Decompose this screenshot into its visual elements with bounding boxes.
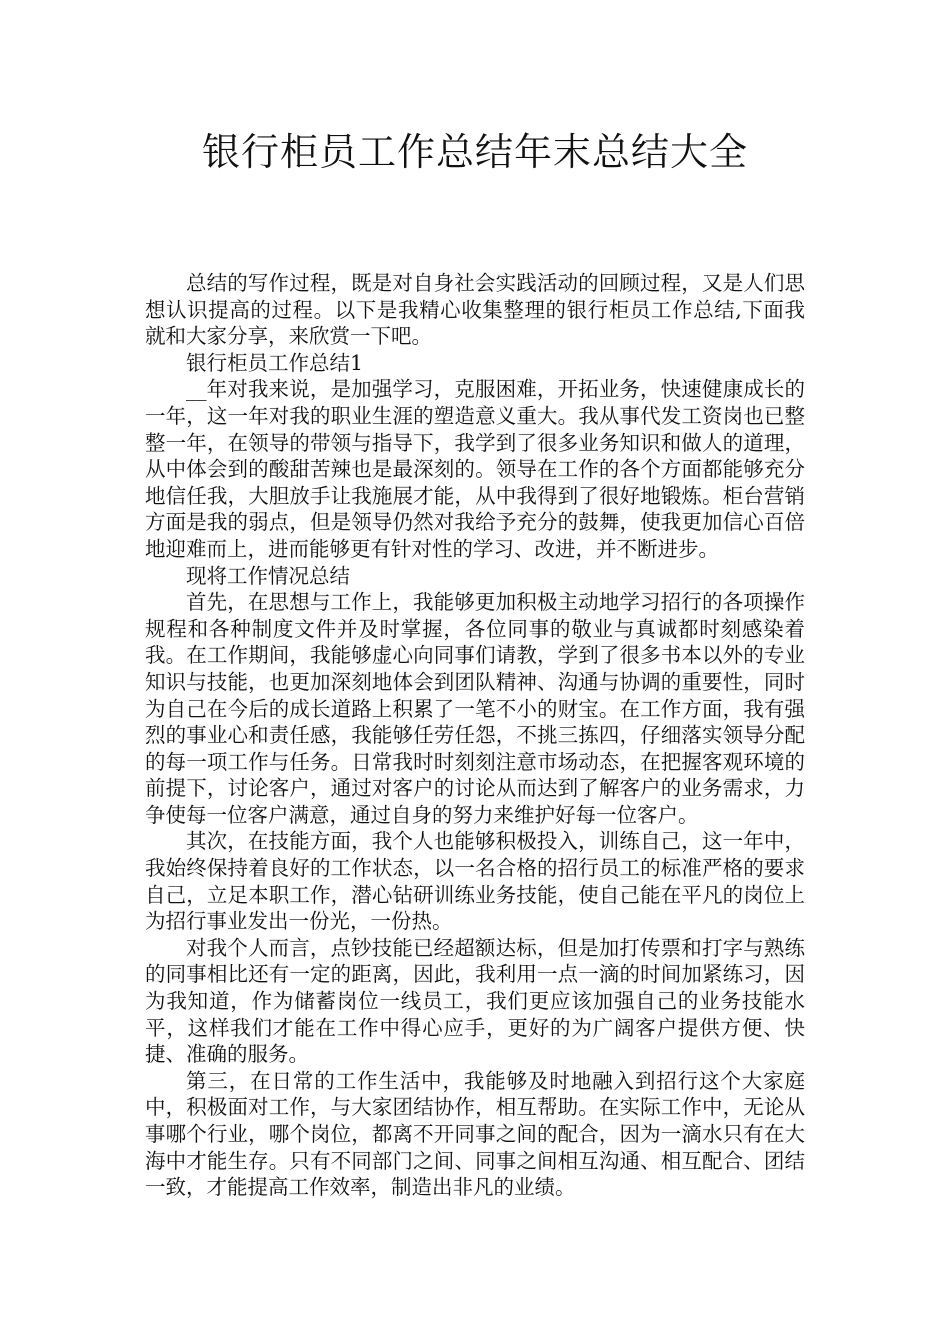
paragraph: 对我个人而言，点钞技能已经超额达标，但是加打传票和打字与熟练的同事相比还有一定的距离，因此，我利用一点一滴的时间加紧练习，因为我知道，作为储蓄岗位一线员工，我们更应该加强自己的业务技能水平，这样我们才能在工作中得心应手，更好的为广阔客户提供方便、快捷、准确的服务。 xyxy=(145,935,805,1067)
section-heading: 银行柜员工作总结1 xyxy=(186,350,364,375)
document-title: 银行柜员工作总结年末总结大全 xyxy=(201,130,748,174)
document-body xyxy=(145,270,805,1201)
paragraph: 第三，在日常的工作生活中，我能够及时地融入到招行这个大家庭中，积极面对工作，与大家团结协作，相互帮助。在实际工作中，无论从事哪个行业，哪个岗位，都离不开同事之间的配合，因为一滴水只有在大海中才能生存。只有不同部门之间、同事之间相互沟通、相互配合、团结一致，才能提高工作效率，制造出非凡的业绩。 xyxy=(145,1068,805,1200)
paragraph: 首先，在思想与工作上，我能够更加积极主动地学习招行的各项操作规程和各种制度文件并及时掌握，各位同事的敬业与真诚都时刻感染着我。在工作期间，我能够虚心向同事们请教，学到了很多书本以外的专业知识与技能，也更加深刻地体会到团队精神、沟通与协调的重要性，同时为自己在今后的成长道路上积累了一笔不小的财宝。在工作方面，我有强烈的事业心和责任感，我能够任劳任怨，不挑三拣四，仔细落实领导分配的每一项工作与任务。日常我时时刻刻注意市场动态，在把握客观环境的前提下，讨论客户，通过对客户的讨论从而达到了解客户的业务需求，力争使每一位客户满意，通过自身的努力来维护好每一位客户。 xyxy=(145,590,805,827)
paragraph: __年对我来说，是加强学习，克服困难，开拓业务，快速健康成长的一年，这一年对我的职业生涯的塑造意义重大。我从事代发工资岗也已整整一年，在领导的带领与指导下，我学到了很多业务知识和做人的道理，从中体会到的酸甜苦辣也是最深刻的。领导在工作的各个方面都能够充分地信任我，大胆放手让我施展才能，从中我得到了很好地锻炼。柜台营销方面是我的弱点，但是领导仍然对我给予充分的鼓舞，使我更加信心百倍地迎难而上，进而能够更有针对性的学习、改进，并不断进步。 xyxy=(145,377,805,561)
section-heading: 现将工作情况总结 xyxy=(186,563,350,588)
paragraph-intro: 总结的写作过程，既是对自身社会实践活动的回顾过程，又是人们思想认识提高的过程。以下是我精心收集整理的银行柜员工作总结,下面我就和大家分享，来欣赏一下吧。 xyxy=(145,271,805,349)
paragraph: 其次，在技能方面，我个人也能够积极投入，训练自己，这一年中，我始终保持着良好的工作状态，以一名合格的招行员工的标准严格的要求自己，立足本职工作，潜心钻研训练业务技能，使自己能在平凡的岗位上为招行事业发出一份光，一份热。 xyxy=(145,829,805,934)
